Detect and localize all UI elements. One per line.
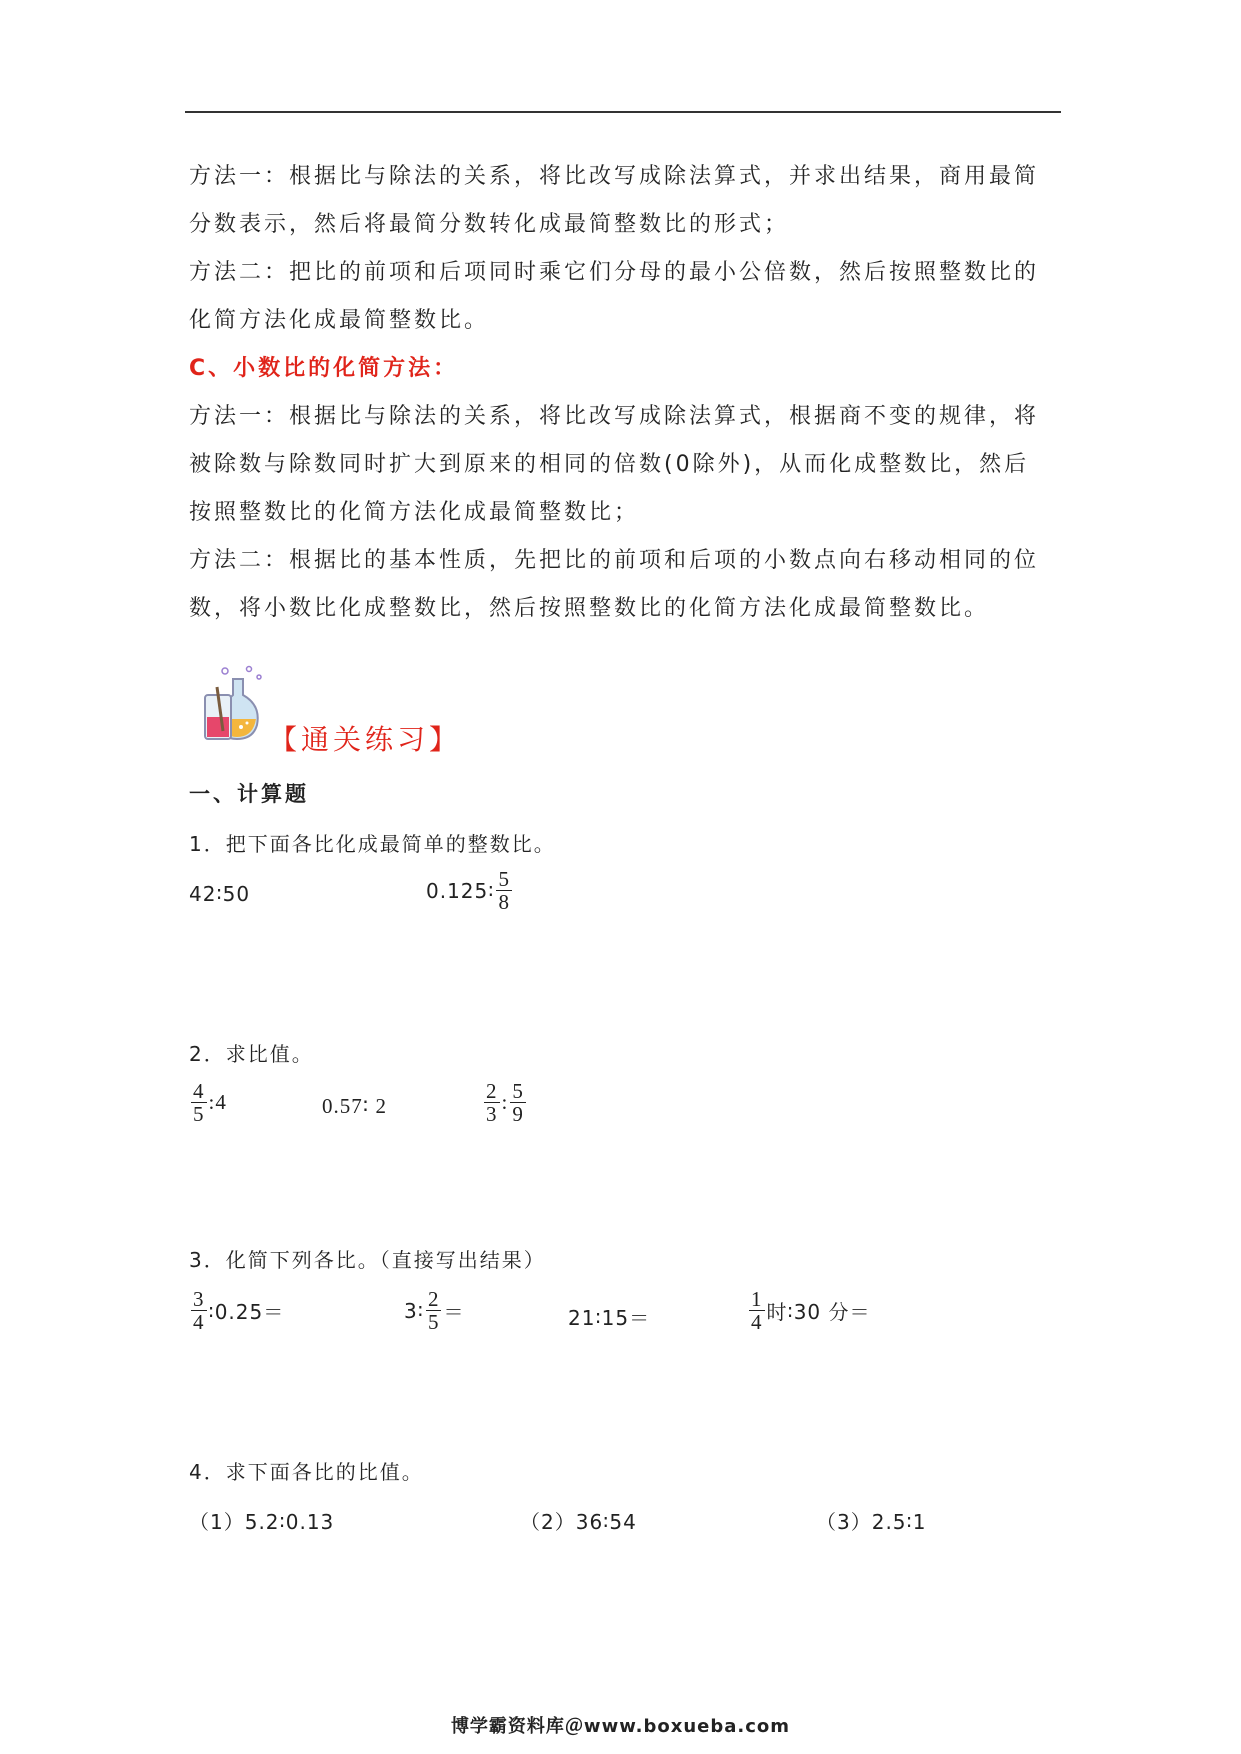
fraction-denominator: 4: [193, 1310, 205, 1334]
fraction-denominator: 5: [427, 1310, 440, 1334]
q4-expression-2: （2）36∶54: [520, 1510, 637, 1534]
q3-expression-3: 21∶15＝: [568, 1306, 651, 1330]
q2-expression-1-right: :4: [208, 1090, 227, 1114]
q4-expression-3: （3）2.5∶1: [816, 1510, 927, 1534]
fraction: [749, 1288, 765, 1333]
fraction-denominator: 4: [751, 1310, 763, 1334]
fraction: [191, 1288, 207, 1333]
fraction-denominator: 5: [193, 1102, 205, 1126]
question-3: 3．化简下列各比。（直接写出结果）: [189, 1248, 546, 1272]
fraction: [484, 1080, 500, 1125]
fraction: [496, 868, 512, 913]
q2-expression-3: [482, 1080, 528, 1125]
q3-expression-2-left: 3∶: [404, 1298, 424, 1323]
flask-icon: [203, 665, 273, 743]
paragraph-method-two-decimal: 方法二：根据比的基本性质，先把比的前项和后项的小数点向右移动相同的位数，将小数比化成整数比，然后按照整数比的化简方法化成最简整数比。: [189, 548, 1040, 621]
fraction-numerator: 5: [512, 1079, 524, 1103]
practice-title: 【通关练习】: [269, 723, 462, 756]
fraction: [510, 1080, 526, 1125]
fraction-numerator: 2: [486, 1079, 498, 1103]
q3-expression-4-right: 时∶30 分＝: [766, 1300, 871, 1324]
paragraph-method-one-fraction: 方法一：根据比与除法的关系，将比改写成除法算式，并求出结果，商用最简分数表示，然后将最简分数转化成最简整数比的形式；: [189, 164, 1040, 237]
q3-expression-2-right: ＝: [443, 1300, 465, 1324]
q2-expression-2: 0.57∶ 2: [322, 1094, 387, 1118]
footer-watermark: 博学霸资料库＠www.boxueba.com: [450, 1716, 791, 1737]
fraction-numerator: 5: [498, 867, 510, 891]
fraction-denominator: 3: [486, 1102, 498, 1126]
fraction-denominator: 9: [512, 1102, 524, 1126]
q2-expression-1: [189, 1080, 227, 1125]
fraction-numerator: 2: [427, 1287, 440, 1311]
header-rule: [185, 111, 1061, 113]
q3-expression-4: [747, 1288, 871, 1333]
ratio-separator: :: [501, 1090, 509, 1114]
paragraph-method-two-fraction: 方法二：把比的前项和后项同时乘它们分母的最小公倍数，然后按照整数比的化简方法化成最简整数比。: [189, 260, 1040, 333]
fraction-numerator: 3: [193, 1287, 205, 1311]
heading-decimal-ratio: C、小数比的化简方法：: [189, 356, 459, 381]
question-1: 1．把下面各比化成最简单的整数比。: [189, 832, 556, 856]
fraction: [426, 1288, 442, 1333]
paragraph-method-one-decimal: 方法一：根据比与除法的关系，将比改写成除法算式，根据商不变的规律，将被除数与除数同时扩大到原来的相同的倍数(0除外)，从而化成整数比，然后按照整数比的化简方法化成最简整数比；: [189, 404, 1040, 525]
question-4: 4．求下面各比的比值。: [189, 1460, 424, 1484]
fraction-numerator: 4: [193, 1079, 205, 1103]
fraction-denominator: 8: [498, 890, 510, 914]
q1-expression-2: [426, 868, 514, 913]
q3-expression-1: [189, 1288, 284, 1333]
q4-expression-1: （1）5.2∶0.13: [189, 1510, 335, 1534]
fraction: [191, 1080, 207, 1125]
q3-expression-1-right: ∶0.25＝: [208, 1300, 285, 1324]
q1-expression-2-left: 0.125∶: [426, 878, 495, 903]
fraction-numerator: 1: [751, 1287, 763, 1311]
question-2: 2．求比值。: [189, 1042, 314, 1066]
section-title: 一、计算题: [189, 782, 309, 806]
q1-expression-1: 42∶50: [189, 882, 251, 906]
q3-expression-2: [404, 1288, 464, 1333]
